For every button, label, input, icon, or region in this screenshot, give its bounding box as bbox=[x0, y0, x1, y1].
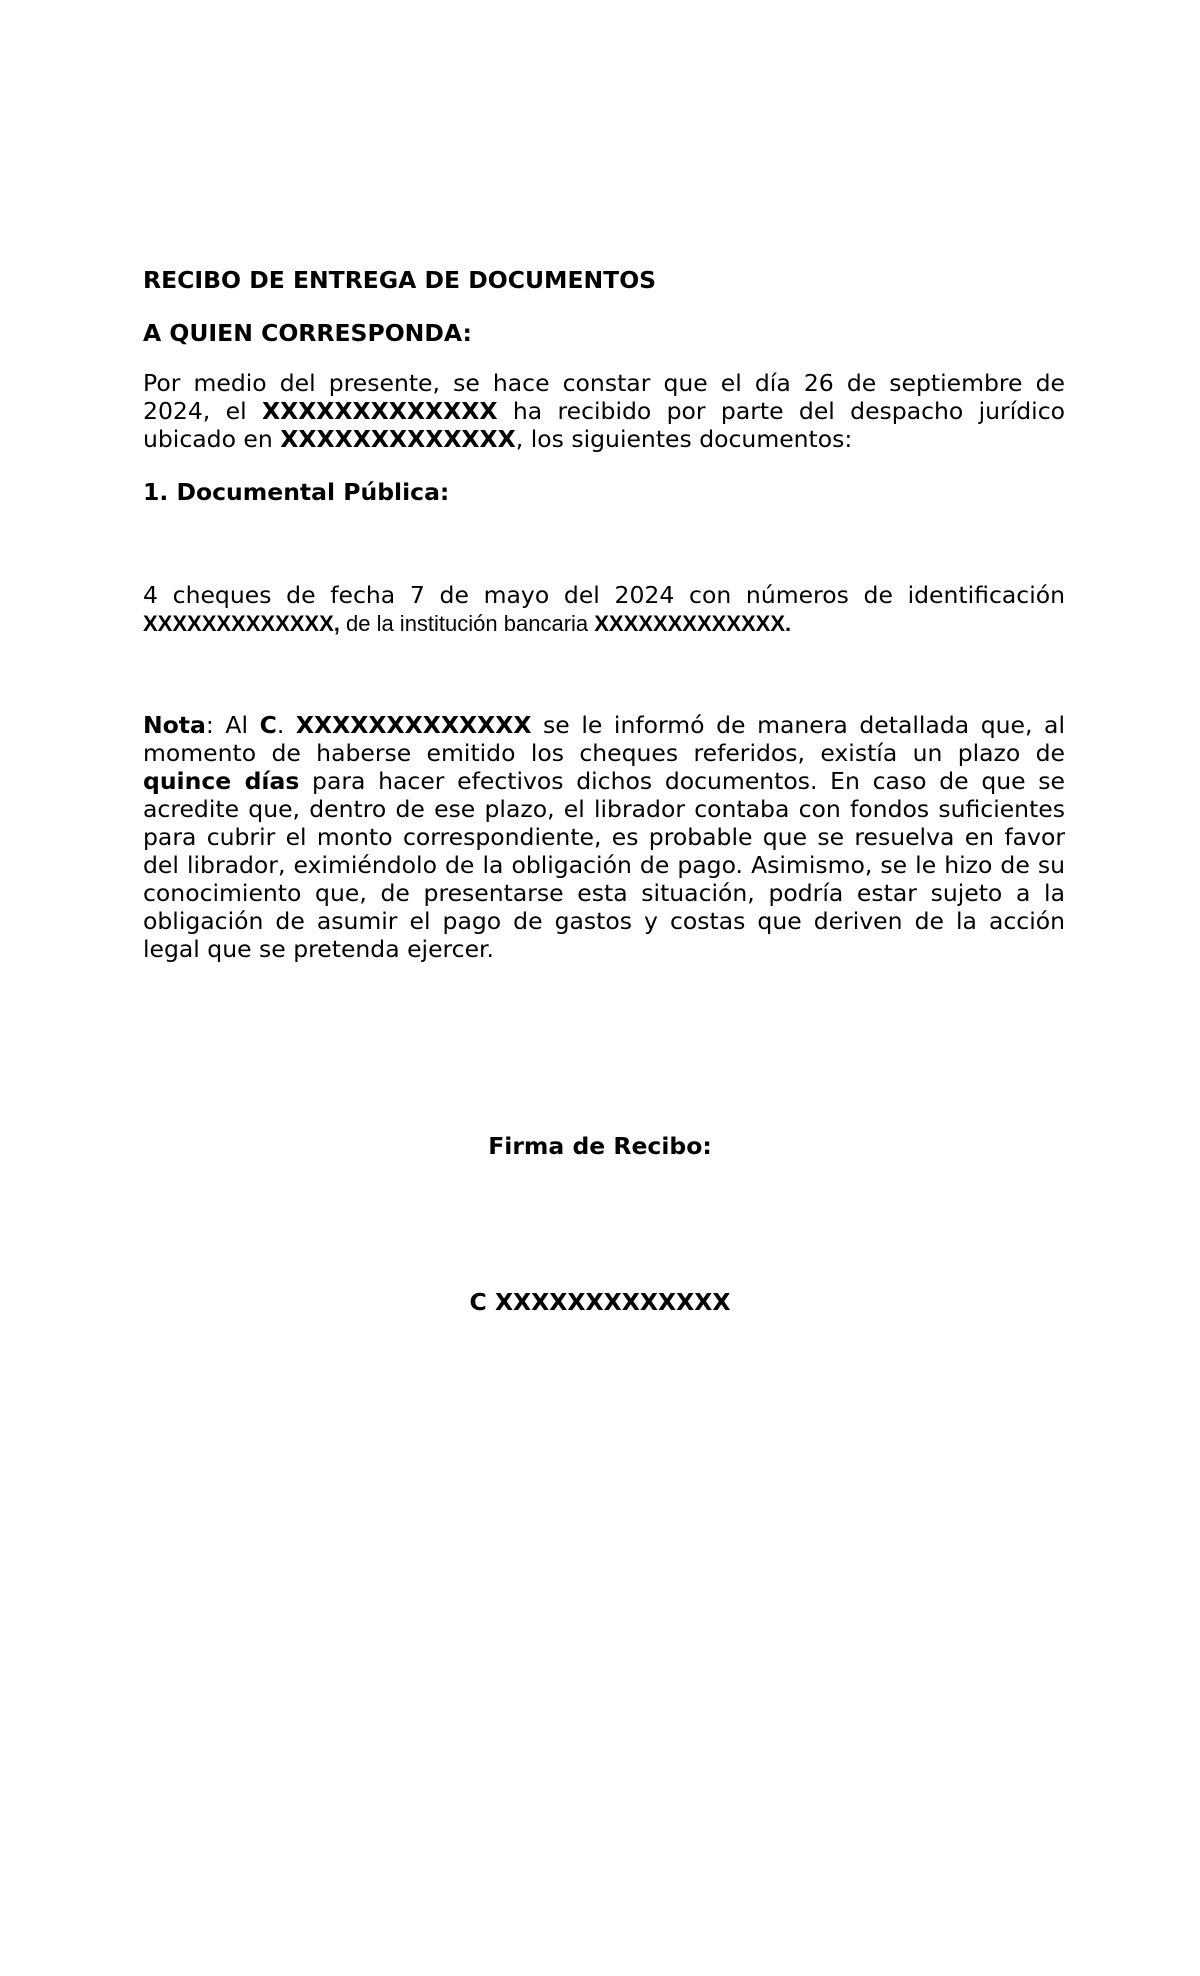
note-text-3: se le informó de manera detallada que, al momento de haberse emitido los cheques referidos, existía un plazo de bbox=[143, 711, 1065, 767]
cheques-text-2: de la institución bancaria bbox=[339, 611, 595, 636]
cheques-text-1: 4 cheques de fecha 7 de mayo del 2024 con números de identificación bbox=[143, 581, 1065, 609]
intro-text-2: ha recibido por parte del despacho jurídico ubicado en bbox=[143, 397, 1065, 453]
office-location: XXXXXXXXXXXXX bbox=[280, 425, 516, 453]
signature-name: C XXXXXXXXXXXXX bbox=[469, 1288, 731, 1316]
cheques-paragraph bbox=[143, 581, 1065, 638]
note-text-1: : Al bbox=[205, 711, 260, 739]
note-paragraph bbox=[143, 711, 1065, 963]
signature-label: Firma de Recibo: bbox=[488, 1132, 712, 1160]
note-term: quince días bbox=[143, 767, 300, 795]
greeting: A QUIEN CORRESPONDA: bbox=[143, 319, 472, 347]
document-title: RECIBO DE ENTREGA DE DOCUMENTOS bbox=[143, 266, 657, 294]
note-person: XXXXXXXXXXXXX bbox=[295, 711, 532, 739]
note-label: Nota bbox=[143, 711, 206, 739]
section-heading: 1. Documental Pública: bbox=[143, 478, 450, 506]
intro-text-3: , los siguientes documentos: bbox=[515, 425, 853, 453]
intro-paragraph bbox=[143, 369, 1065, 453]
cheque-ids: XXXXXXXXXXXXX, bbox=[143, 611, 340, 636]
note-text-2: . bbox=[276, 711, 296, 739]
bank-name: XXXXXXXXXXXXX. bbox=[594, 611, 792, 636]
note-honorific: C bbox=[259, 711, 277, 739]
recipient-name: XXXXXXXXXXXXX bbox=[261, 397, 498, 425]
intro-text-1: Por medio del presente, se hace constar que el día 26 de septiembre de 2024, el bbox=[143, 369, 1065, 425]
note-text-4: para hacer efectivos dichos documentos. En caso de que se acredite que, dentro de ese plazo, el librador contaba con fondos suficientes para cubrir el monto correspondiente, es probable que se resuelva en favor del librador, eximiéndolo de la obligación de pago. Asimismo, se le hizo de su conocimiento que, de presentarse esta situación, podría estar sujeto a la obligación de asumir el pago de gastos y costas que deriven de la acción legal que se pretenda ejercer. bbox=[143, 767, 1065, 963]
